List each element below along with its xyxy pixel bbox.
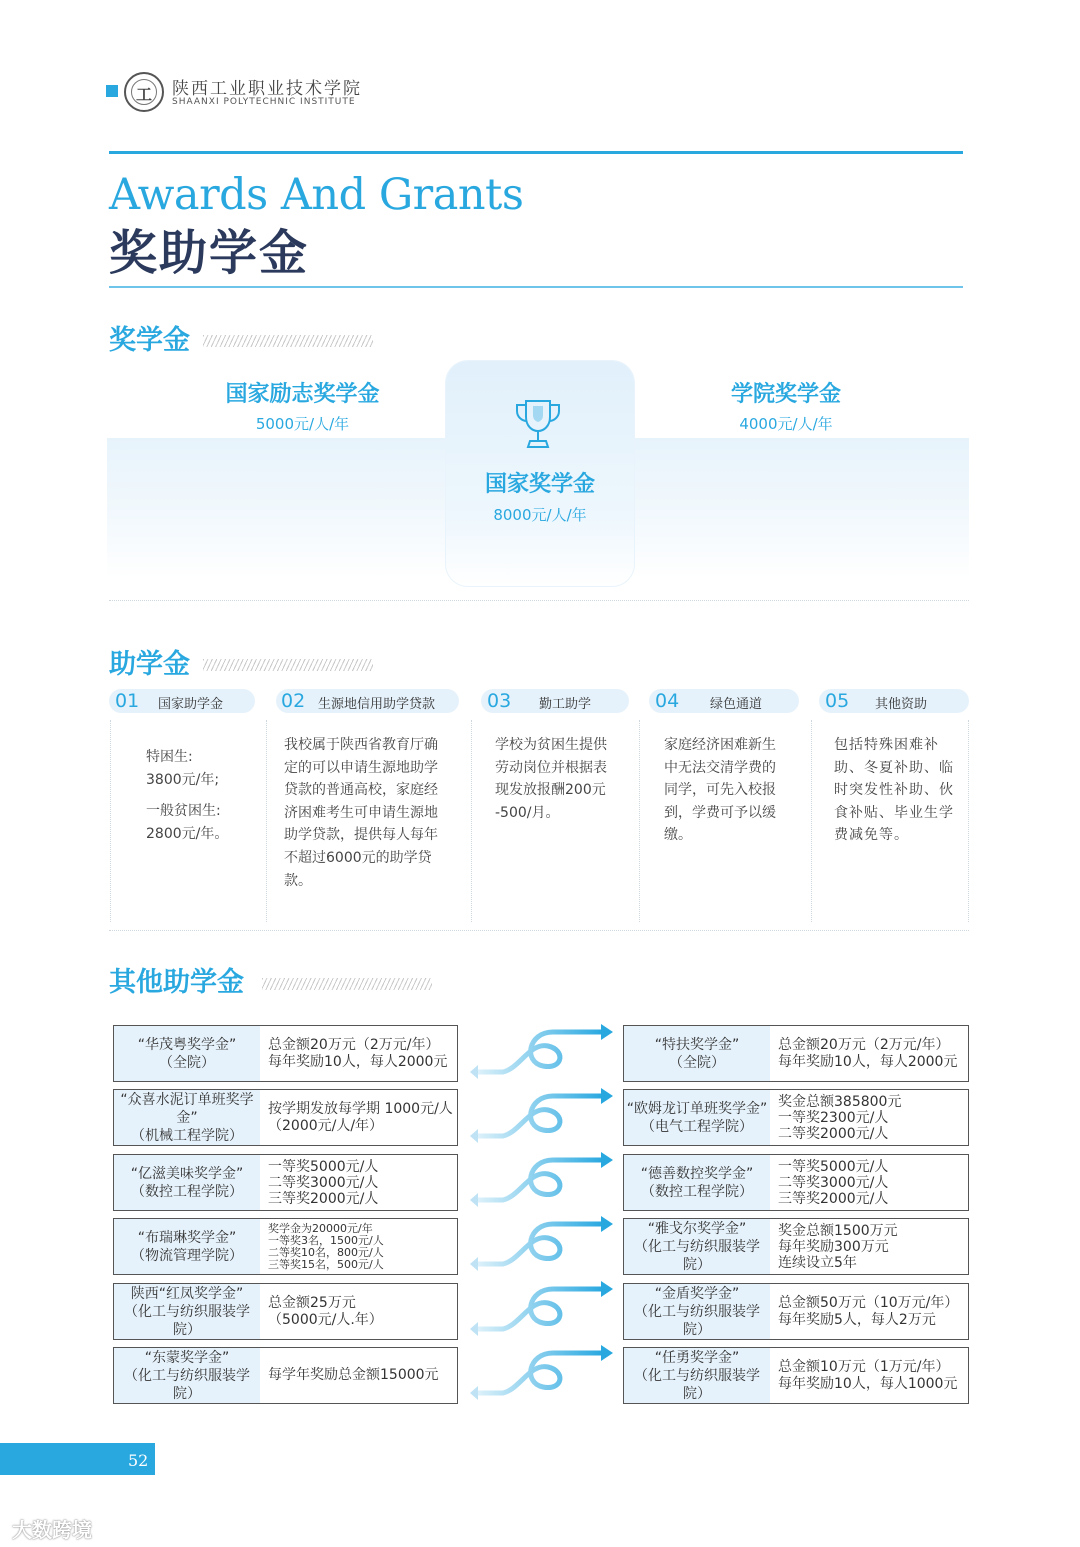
loop-arrow-icon bbox=[468, 1022, 618, 1082]
grant-name-line: “华茂粤奖学金” bbox=[137, 1036, 237, 1053]
grant-detail-line: 每年奖励5人，每人2万元 bbox=[778, 1311, 936, 1328]
other-grant-detail bbox=[268, 1155, 378, 1210]
grant-text-4 bbox=[664, 734, 776, 847]
other-grant-detail bbox=[268, 1219, 384, 1274]
other-grant-detail bbox=[268, 1284, 383, 1339]
title-rule bbox=[109, 286, 963, 288]
section-hatch bbox=[203, 659, 373, 671]
grant-text-line: 缴。 bbox=[664, 827, 692, 844]
spacer bbox=[146, 792, 228, 800]
grant-bottom-divider bbox=[109, 930, 969, 931]
grant-name-line: （化工与纺织服装学院） bbox=[634, 1367, 760, 1402]
grant-text-line: 2800元/年。 bbox=[146, 826, 229, 842]
trophy-icon bbox=[513, 397, 563, 453]
grant-text-line: 劳动岗位并根据表 bbox=[495, 759, 607, 776]
grant-name-line: （数控工程学院） bbox=[641, 1183, 753, 1200]
other-grant-detail bbox=[778, 1219, 898, 1274]
scholarship-name-1: 国家励志奖学金 bbox=[225, 382, 380, 407]
grant-divider bbox=[968, 720, 969, 922]
page-title-cn: 奖助学金 bbox=[109, 225, 310, 281]
loop-arrow-icon bbox=[468, 1343, 618, 1403]
grant-detail-line: 一等奖3名，1500元/人 bbox=[268, 1233, 384, 1247]
grant-text-line: 包括特殊困难补 bbox=[834, 737, 939, 753]
other-grant-detail bbox=[268, 1090, 453, 1145]
other-grant-section-title: 其他助学金 bbox=[109, 967, 244, 998]
other-grant-name bbox=[624, 1348, 770, 1403]
grant-text-line: 一般贫困生: bbox=[146, 803, 221, 819]
grant-detail-line: 总金额25万元 bbox=[268, 1294, 356, 1311]
other-grant-box bbox=[113, 1025, 458, 1082]
grant-detail-line: （2000元/人/年） bbox=[268, 1117, 384, 1134]
grant-text-2 bbox=[284, 734, 438, 892]
other-grant-box bbox=[113, 1154, 458, 1211]
grant-number-3: 03 bbox=[487, 690, 512, 712]
grant-text-line: 学校为贫困生提供 bbox=[495, 737, 607, 753]
grant-detail-line: 奖金总额385800元 bbox=[778, 1093, 902, 1110]
grant-text-line: 特困生: bbox=[146, 749, 193, 765]
school-name-cn: 陕西工业职业技术学院 bbox=[172, 79, 362, 99]
grant-name-line: （全院） bbox=[159, 1054, 215, 1071]
grant-name-line: 陕西“红凤奖学金” bbox=[130, 1285, 244, 1302]
grant-text-line: 食补贴、毕业生学 bbox=[834, 804, 954, 821]
grant-detail-line: 二等奖3000元/人 bbox=[778, 1174, 889, 1191]
grant-name-line: （数控工程学院） bbox=[131, 1183, 243, 1200]
grant-detail-line: 一等奖5000元/人 bbox=[268, 1158, 379, 1175]
other-grant-name bbox=[624, 1284, 770, 1339]
grant-divider bbox=[471, 720, 472, 922]
grant-name-line: “金盾奖学金” bbox=[654, 1285, 740, 1302]
section-divider bbox=[109, 600, 969, 601]
other-grant-box bbox=[623, 1089, 969, 1146]
grant-text-line: 到，学费可予以缓 bbox=[664, 804, 776, 821]
other-grant-box bbox=[623, 1347, 969, 1404]
other-grant-detail bbox=[268, 1026, 447, 1081]
grant-detail-line: 总金额20万元（2万元/年） bbox=[778, 1036, 950, 1053]
grant-name-line: （化工与纺织服装学院） bbox=[634, 1303, 760, 1338]
grant-text-line: 中无法交清学费的 bbox=[664, 759, 776, 776]
grant-number-4: 04 bbox=[655, 690, 680, 712]
grant-detail-line: 奖学金为20000元/年 bbox=[268, 1221, 373, 1235]
grant-detail-line: 总金额50万元（10万元/年） bbox=[778, 1294, 959, 1311]
grant-detail-line: 二等奖3000元/人 bbox=[268, 1174, 379, 1191]
grant-detail-line: 二等奖10名，800元/人 bbox=[268, 1245, 384, 1259]
other-grant-box bbox=[113, 1218, 458, 1275]
other-grant-name bbox=[114, 1026, 260, 1081]
other-grant-detail bbox=[778, 1026, 957, 1081]
other-grant-box bbox=[113, 1089, 458, 1146]
other-grant-name bbox=[624, 1090, 770, 1145]
scholarship-name-2: 国家奖学金 bbox=[484, 472, 595, 497]
grant-detail-line: 二等奖2000元/人 bbox=[778, 1125, 889, 1142]
page-number: 52 bbox=[128, 1451, 149, 1470]
school-name-en: SHAANXI POLYTECHNIC INSTITUTE bbox=[172, 97, 356, 107]
other-grant-name bbox=[114, 1219, 260, 1274]
loop-arrow-icon bbox=[468, 1150, 618, 1210]
grant-detail-line: 每年奖励10人，每人2000元 bbox=[778, 1053, 958, 1070]
scholarship-name-3: 学院奖学金 bbox=[730, 382, 841, 407]
scholarship-amount-3: 4000元/人/年 bbox=[739, 415, 833, 433]
other-grant-name bbox=[114, 1348, 260, 1403]
grant-detail-line: （5000元/人.年） bbox=[268, 1311, 383, 1328]
grant-name-line: “任勇奖学金” bbox=[654, 1349, 740, 1366]
grant-name-line: （化工与纺织服装学院） bbox=[124, 1303, 250, 1338]
section-hatch bbox=[262, 978, 432, 990]
grant-detail-line: 三等奖2000元/人 bbox=[778, 1190, 889, 1207]
grant-detail-line: 三等奖2000元/人 bbox=[268, 1190, 379, 1207]
grant-text-5 bbox=[834, 734, 954, 847]
grant-text-line: 现发放报酬200元 bbox=[495, 782, 606, 799]
scholarship-amount-2: 8000元/人/年 bbox=[493, 506, 587, 524]
grant-label-2: 生源地信用助学贷款 bbox=[318, 697, 436, 712]
grant-text-line: 济困难考生可申请生源地 bbox=[284, 804, 438, 821]
grant-number-2: 02 bbox=[281, 690, 306, 712]
grant-text-line: 款。 bbox=[284, 872, 312, 889]
grant-detail-line: 总金额10万元（1万元/年） bbox=[778, 1358, 950, 1375]
other-grant-detail bbox=[268, 1348, 439, 1403]
other-grant-detail bbox=[778, 1284, 958, 1339]
grant-text-line: 不超过6000元的助学贷 bbox=[284, 849, 432, 866]
grant-name-line: （物流管理学院） bbox=[131, 1247, 243, 1264]
grant-name-line: “特扶奖学金” bbox=[654, 1036, 740, 1053]
other-grant-box bbox=[623, 1025, 969, 1082]
grant-text-line: 家庭经济困难新生 bbox=[664, 737, 776, 753]
other-grant-name bbox=[624, 1219, 770, 1274]
other-grant-box bbox=[623, 1218, 969, 1275]
scholarship-section-title: 奖学金 bbox=[109, 325, 190, 356]
grant-detail-line: 一等奖2300元/人 bbox=[778, 1109, 889, 1126]
other-grant-name bbox=[624, 1026, 770, 1081]
grant-text-1 bbox=[146, 746, 228, 846]
other-grant-name bbox=[114, 1090, 260, 1145]
grant-detail-line: 三等奖15名，500元/人 bbox=[268, 1257, 384, 1271]
grant-detail-line: 每学年奖励总金额15000元 bbox=[268, 1367, 439, 1383]
watermark: 大数跨境 bbox=[12, 1518, 92, 1542]
school-seal-logo bbox=[124, 72, 164, 112]
grant-name-line: “欧姆龙订单班奖学金” bbox=[626, 1100, 768, 1117]
grant-text-line: 助学贷款，提供每人每年 bbox=[284, 827, 438, 844]
grant-label-4: 绿色通道 bbox=[710, 697, 763, 712]
grant-text-3 bbox=[495, 734, 607, 824]
page-title-en: Awards And Grants bbox=[109, 170, 524, 220]
grant-label-5: 其他资助 bbox=[875, 697, 928, 712]
other-grant-detail bbox=[778, 1155, 888, 1210]
grant-text-line: 助、冬夏补助、临 bbox=[834, 759, 954, 776]
grant-detail-line: 按学期发放每学期 1000元/人 bbox=[268, 1100, 453, 1117]
grant-label-3: 勤工助学 bbox=[539, 697, 592, 712]
loop-arrow-icon bbox=[468, 1279, 618, 1339]
grant-divider bbox=[639, 720, 640, 922]
other-grant-name bbox=[624, 1155, 770, 1210]
grant-text-line: 我校属于陕西省教育厅确 bbox=[284, 737, 438, 753]
grant-text-line: 费减免等。 bbox=[834, 827, 909, 844]
other-grant-detail bbox=[778, 1090, 901, 1145]
other-grant-box bbox=[623, 1283, 969, 1340]
grant-name-line: “众喜水泥订单班奖学金” bbox=[120, 1091, 254, 1126]
grant-detail-line: 每年奖励10人，每人1000元 bbox=[778, 1375, 958, 1392]
grant-label-1: 国家助学金 bbox=[158, 697, 224, 712]
scholarship-amount-1: 5000元/人/年 bbox=[255, 415, 350, 433]
grant-text-line: 同学，可先入校报 bbox=[664, 782, 776, 799]
other-grant-box bbox=[623, 1154, 969, 1211]
other-grant-box bbox=[113, 1347, 458, 1404]
grant-name-line: “雅戈尔奖学金” bbox=[647, 1220, 747, 1237]
section-hatch bbox=[203, 335, 373, 347]
other-grant-name bbox=[114, 1284, 260, 1339]
grant-number-5: 05 bbox=[825, 690, 850, 712]
grant-divider bbox=[110, 720, 111, 922]
grant-text-line: 定的可以申请生源地助学 bbox=[284, 759, 438, 776]
grant-name-line: “东蒙奖学金” bbox=[144, 1349, 230, 1366]
grant-detail-line: 奖金总额1500万元 bbox=[778, 1222, 898, 1239]
logo-seal-text: 工 bbox=[135, 85, 152, 104]
grant-detail-line: 每年奖励10人，每人2000元 bbox=[268, 1053, 448, 1070]
grant-text-line: -500/月。 bbox=[495, 804, 560, 821]
grant-detail-line: 连续设立5年 bbox=[778, 1254, 857, 1271]
grant-number-1: 01 bbox=[115, 690, 140, 712]
grant-divider bbox=[811, 720, 812, 922]
grant-name-line: （化工与纺织服装学院） bbox=[124, 1367, 250, 1402]
logo-square bbox=[106, 85, 118, 97]
loop-arrow-icon bbox=[468, 1086, 618, 1146]
grant-name-line: （电气工程学院） bbox=[641, 1118, 753, 1135]
grant-text-line: 时突发性补助、伙 bbox=[834, 782, 954, 799]
other-grant-box bbox=[113, 1283, 458, 1340]
grant-text-line: 贷款的普通高校，家庭经 bbox=[284, 782, 438, 799]
grant-name-line: （机械工程学院） bbox=[131, 1127, 243, 1144]
grant-detail-line: 总金额20万元（2万元/年） bbox=[268, 1036, 440, 1053]
grant-name-line: （化工与纺织服装学院） bbox=[634, 1238, 760, 1273]
grant-name-line: “布瑞琳奖学金” bbox=[137, 1229, 237, 1246]
grant-detail-line: 一等奖5000元/人 bbox=[778, 1158, 889, 1175]
other-grant-name bbox=[114, 1155, 260, 1210]
other-grant-detail bbox=[778, 1348, 957, 1403]
top-rule bbox=[109, 151, 963, 154]
grant-name-line: “德善数控奖学金” bbox=[640, 1165, 754, 1182]
grant-text-line: 3800元/年; bbox=[146, 772, 220, 788]
grant-detail-line: 每年奖励300万元 bbox=[778, 1238, 889, 1255]
grant-divider bbox=[266, 720, 267, 922]
grant-name-line: （全院） bbox=[669, 1054, 725, 1071]
grant-section-title: 助学金 bbox=[109, 649, 190, 680]
loop-arrow-icon bbox=[468, 1214, 618, 1274]
grant-name-line: “亿滋美味奖学金” bbox=[130, 1165, 244, 1182]
